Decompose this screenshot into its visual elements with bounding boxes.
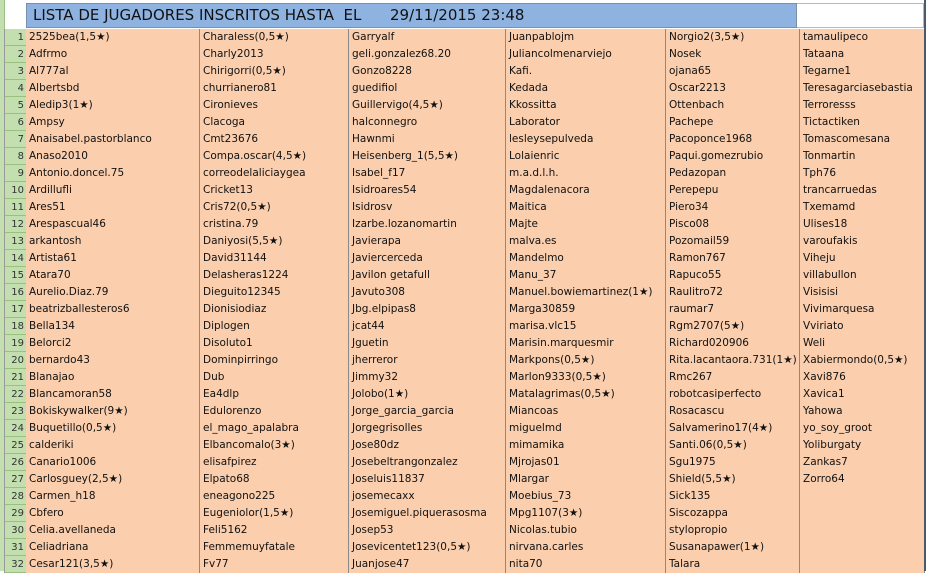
player-cell[interactable]: raumar7: [666, 301, 800, 318]
player-cell[interactable]: Pedazopan: [666, 165, 800, 182]
player-cell[interactable]: Nicolas.tubio: [506, 522, 666, 539]
player-cell[interactable]: Talara: [666, 556, 800, 573]
player-cell[interactable]: Dub: [200, 369, 349, 386]
player-cell[interactable]: Kafi.: [506, 63, 666, 80]
player-cell[interactable]: 2525bea(1,5★): [26, 29, 200, 46]
player-cell[interactable]: Marga30859: [506, 301, 666, 318]
player-cell[interactable]: Elbancomalo(3★): [200, 437, 349, 454]
player-cell[interactable]: Eugeniolor(1,5★): [200, 505, 349, 522]
table-row: [5, 148, 925, 165]
player-cell[interactable]: Carmen_h18: [26, 488, 200, 505]
player-cell[interactable]: Al777al: [26, 63, 200, 80]
player-cell[interactable]: josemecaxx: [349, 488, 506, 505]
player-cell[interactable]: Markpons(0,5★): [506, 352, 666, 369]
player-cell[interactable]: Tegarne1: [800, 63, 925, 80]
player-cell[interactable]: Marisin.marquesmir: [506, 335, 666, 352]
player-cell[interactable]: Weli: [800, 335, 925, 352]
player-cell[interactable]: Xavi876: [800, 369, 925, 386]
player-cell[interactable]: Jbg.elpipas8: [349, 301, 506, 318]
table-row: [5, 403, 925, 420]
player-cell[interactable]: Anaisabel.pastorblanco: [26, 131, 200, 148]
player-cell[interactable]: Pachepe: [666, 114, 800, 131]
player-cell[interactable]: Anaso2010: [26, 148, 200, 165]
player-cell[interactable]: Atara70: [26, 267, 200, 284]
player-cell[interactable]: Siscozappa: [666, 505, 800, 522]
player-cell[interactable]: Ottenbach: [666, 97, 800, 114]
player-cell[interactable]: Ulises18: [800, 216, 925, 233]
player-cell[interactable]: Matalagrimas(0,5★): [506, 386, 666, 403]
player-cell[interactable]: beatrizballesteros6: [26, 301, 200, 318]
player-cell[interactable]: trancarruedas: [800, 182, 925, 199]
player-cell[interactable]: Canario1006: [26, 454, 200, 471]
player-cell[interactable]: stylopropio: [666, 522, 800, 539]
row-number[interactable]: 29: [5, 505, 26, 522]
player-cell[interactable]: arkantosh: [26, 233, 200, 250]
row-number[interactable]: 2: [5, 46, 26, 63]
player-cell[interactable]: Raulitro72: [666, 284, 800, 301]
table-row: [5, 284, 925, 301]
player-cell[interactable]: Arespascual46: [26, 216, 200, 233]
player-cell[interactable]: Feli5162: [200, 522, 349, 539]
player-cell[interactable]: Antonio.doncel.75: [26, 165, 200, 182]
player-cell[interactable]: Nosek: [666, 46, 800, 63]
table-row: [5, 165, 925, 182]
player-cell[interactable]: calderiki: [26, 437, 200, 454]
player-cell[interactable]: Richard020906: [666, 335, 800, 352]
row-number[interactable]: 5: [5, 97, 26, 114]
player-cell[interactable]: [800, 505, 925, 522]
row-number[interactable]: 14: [5, 250, 26, 267]
player-cell[interactable]: Delasheras1224: [200, 267, 349, 284]
player-cell[interactable]: Heisenberg_1(5,5★): [349, 148, 506, 165]
player-cell[interactable]: Javilon getafull: [349, 267, 506, 284]
player-cell[interactable]: Adfrmo: [26, 46, 200, 63]
player-cell[interactable]: Jimmy32: [349, 369, 506, 386]
player-cell[interactable]: lesleysepulveda: [506, 131, 666, 148]
player-cell[interactable]: Tataana: [800, 46, 925, 63]
player-cell[interactable]: Cricket13: [200, 182, 349, 199]
row-number[interactable]: 9: [5, 165, 26, 182]
row-number[interactable]: 10: [5, 182, 26, 199]
row-number[interactable]: 4: [5, 80, 26, 97]
table-row: [5, 505, 925, 522]
player-cell[interactable]: Dieguito12345: [200, 284, 349, 301]
row-number[interactable]: 11: [5, 199, 26, 216]
player-cell[interactable]: Ares51: [26, 199, 200, 216]
player-cell[interactable]: marisa.vlc15: [506, 318, 666, 335]
player-cell[interactable]: Femmemuyfatale: [200, 539, 349, 556]
player-cell[interactable]: malva.es: [506, 233, 666, 250]
player-cell[interactable]: Juliancolmenarviejo: [506, 46, 666, 63]
player-cell[interactable]: Mjrojas01: [506, 454, 666, 471]
player-cell[interactable]: varoufakis: [800, 233, 925, 250]
table-row: [5, 233, 925, 250]
player-cell[interactable]: Piero34: [666, 199, 800, 216]
player-cell[interactable]: mimamika: [506, 437, 666, 454]
row-number[interactable]: 13: [5, 233, 26, 250]
player-cell[interactable]: Blancamoran58: [26, 386, 200, 403]
player-cell[interactable]: Mlargar: [506, 471, 666, 488]
player-cell[interactable]: Visisisi: [800, 284, 925, 301]
player-cell[interactable]: Tomascomesana: [800, 131, 925, 148]
player-cell[interactable]: Vivimarquesa: [800, 301, 925, 318]
player-cell[interactable]: Xavica1: [800, 386, 925, 403]
row-number[interactable]: 21: [5, 369, 26, 386]
player-cell[interactable]: Aurelio.Diaz.79: [26, 284, 200, 301]
player-cell[interactable]: Javiercerceda: [349, 250, 506, 267]
row-number[interactable]: 3: [5, 63, 26, 80]
table-row: [5, 386, 925, 403]
row-number[interactable]: 30: [5, 522, 26, 539]
row-number[interactable]: 18: [5, 318, 26, 335]
player-cell[interactable]: Rgm2707(5★): [666, 318, 800, 335]
player-cell[interactable]: Elpato68: [200, 471, 349, 488]
player-cell[interactable]: Manuel.bowiemartinez(1★): [506, 284, 666, 301]
row-number[interactable]: 19: [5, 335, 26, 352]
player-cell[interactable]: Pacoponce1968: [666, 131, 800, 148]
empty-header-cell[interactable]: [797, 3, 924, 28]
player-cell[interactable]: nirvana.carles: [506, 539, 666, 556]
table-row: [5, 318, 925, 335]
row-number[interactable]: 15: [5, 267, 26, 284]
player-cell[interactable]: Paqui.gomezrubio: [666, 148, 800, 165]
player-cell[interactable]: Dionisiodiaz: [200, 301, 349, 318]
table-row: [5, 539, 925, 556]
player-cell[interactable]: Josemiguel.piquerasosma: [349, 505, 506, 522]
player-cell[interactable]: Xabiermondo(0,5★): [800, 352, 925, 369]
player-cell[interactable]: Artista61: [26, 250, 200, 267]
player-cell[interactable]: Isidroares54: [349, 182, 506, 199]
player-cell[interactable]: Miancoas: [506, 403, 666, 420]
player-cell[interactable]: Albertsbd: [26, 80, 200, 97]
player-cell[interactable]: Javierapa: [349, 233, 506, 250]
player-cell[interactable]: Juanpablojm: [506, 29, 666, 46]
row-number[interactable]: 20: [5, 352, 26, 369]
player-cell[interactable]: Vviriato: [800, 318, 925, 335]
row-number[interactable]: 23: [5, 403, 26, 420]
player-cell[interactable]: Cesar121(3,5★): [26, 556, 200, 573]
player-cell[interactable]: Kedada: [506, 80, 666, 97]
player-cell[interactable]: Cmt23676: [200, 131, 349, 148]
player-cell[interactable]: Aledip3(1★): [26, 97, 200, 114]
row-number[interactable]: 17: [5, 301, 26, 318]
row-number[interactable]: 31: [5, 539, 26, 556]
player-cell[interactable]: Fv77: [200, 556, 349, 573]
row-number[interactable]: 26: [5, 454, 26, 471]
player-cell[interactable]: eneagono225: [200, 488, 349, 505]
row-number[interactable]: 8: [5, 148, 26, 165]
player-cell[interactable]: Isidrosv: [349, 199, 506, 216]
table-row: [5, 114, 925, 131]
row-number[interactable]: 1: [5, 29, 26, 46]
table-row: [5, 80, 925, 97]
player-cell[interactable]: Jguetin: [349, 335, 506, 352]
row-number[interactable]: 16: [5, 284, 26, 301]
player-cell[interactable]: Salvamerino17(4★): [666, 420, 800, 437]
player-cell[interactable]: Celiadriana: [26, 539, 200, 556]
player-cell[interactable]: [800, 488, 925, 505]
player-cell[interactable]: Lolaienric: [506, 148, 666, 165]
player-cell[interactable]: Chirigorri(0,5★): [200, 63, 349, 80]
player-cell[interactable]: geli.gonzalez68.20: [349, 46, 506, 63]
player-cell[interactable]: Garryalf: [349, 29, 506, 46]
player-cell[interactable]: Cbfero: [26, 505, 200, 522]
player-cell[interactable]: Pozomail59: [666, 233, 800, 250]
player-cell[interactable]: Rapuco55: [666, 267, 800, 284]
table-row: [5, 454, 925, 471]
player-cell[interactable]: churrianero81: [200, 80, 349, 97]
table-row: [5, 199, 925, 216]
player-cell[interactable]: Belorci2: [26, 335, 200, 352]
table-row: [5, 556, 925, 573]
player-cell[interactable]: tamaulipeco: [800, 29, 925, 46]
player-cell[interactable]: Juanjose47: [349, 556, 506, 573]
player-cell[interactable]: Txemamd: [800, 199, 925, 216]
row-number[interactable]: 32: [5, 556, 26, 573]
player-cell[interactable]: Perepepu: [666, 182, 800, 199]
player-cell[interactable]: Josep53: [349, 522, 506, 539]
player-cell[interactable]: Tictactiken: [800, 114, 925, 131]
player-cell[interactable]: [800, 556, 925, 573]
player-cell[interactable]: Laborator: [506, 114, 666, 131]
player-cell[interactable]: Ampsy: [26, 114, 200, 131]
player-cell[interactable]: Guillervigo(4,5★): [349, 97, 506, 114]
player-cell[interactable]: Compa.oscar(4,5★): [200, 148, 349, 165]
player-cell[interactable]: Zorro64: [800, 471, 925, 488]
player-cell[interactable]: villabullon: [800, 267, 925, 284]
player-cell[interactable]: halconnegro: [349, 114, 506, 131]
player-grid: [4, 29, 925, 573]
player-cell[interactable]: Marlon9333(0,5★): [506, 369, 666, 386]
player-cell[interactable]: Bella134: [26, 318, 200, 335]
player-cell[interactable]: bernardo43: [26, 352, 200, 369]
table-row: [5, 97, 925, 114]
player-cell[interactable]: m.a.d.l.h.: [506, 165, 666, 182]
table-row: [5, 29, 925, 46]
table-row: [5, 131, 925, 148]
player-cell[interactable]: Cris72(0,5★): [200, 199, 349, 216]
player-cell[interactable]: Jose80dz: [349, 437, 506, 454]
table-row: [5, 420, 925, 437]
player-cell[interactable]: Manu_37: [506, 267, 666, 284]
player-cell[interactable]: Disoluto1: [200, 335, 349, 352]
player-cell[interactable]: Majte: [506, 216, 666, 233]
player-cell[interactable]: Norgio2(3,5★): [666, 29, 800, 46]
table-row: [5, 522, 925, 539]
player-cell[interactable]: Tonmartin: [800, 148, 925, 165]
table-row: [5, 46, 925, 63]
player-cell[interactable]: jcat44: [349, 318, 506, 335]
player-cell[interactable]: el_mago_apalabra: [200, 420, 349, 437]
player-cell[interactable]: Sgu1975: [666, 454, 800, 471]
player-cell[interactable]: Tph76: [800, 165, 925, 182]
player-cell[interactable]: Jorge_garcia_garcia: [349, 403, 506, 420]
player-cell[interactable]: Josebeltrangonzalez: [349, 454, 506, 471]
player-cell[interactable]: Zankas7: [800, 454, 925, 471]
table-row: [5, 301, 925, 318]
player-cell[interactable]: Yoliburgaty: [800, 437, 925, 454]
table-row: [5, 182, 925, 199]
player-cell[interactable]: Sick135: [666, 488, 800, 505]
player-cell[interactable]: Clacoga: [200, 114, 349, 131]
player-cell[interactable]: cristina.79: [200, 216, 349, 233]
player-cell[interactable]: elisafpirez: [200, 454, 349, 471]
table-row: [5, 335, 925, 352]
row-number[interactable]: 22: [5, 386, 26, 403]
player-cell[interactable]: Buquetillo(0,5★): [26, 420, 200, 437]
row-number[interactable]: 25: [5, 437, 26, 454]
player-cell[interactable]: ojana65: [666, 63, 800, 80]
player-cell[interactable]: Bokiskywalker(9★): [26, 403, 200, 420]
table-row: [5, 267, 925, 284]
player-cell[interactable]: Maitica: [506, 199, 666, 216]
player-cell[interactable]: Carlosguey(2,5★): [26, 471, 200, 488]
row-number[interactable]: 28: [5, 488, 26, 505]
player-cell[interactable]: Ea4dlp: [200, 386, 349, 403]
player-cell[interactable]: Edulorenzo: [200, 403, 349, 420]
player-cell[interactable]: Dominpirringo: [200, 352, 349, 369]
player-cell[interactable]: Mpg1107(3★): [506, 505, 666, 522]
row-number[interactable]: 24: [5, 420, 26, 437]
player-cell[interactable]: miguelmd: [506, 420, 666, 437]
player-cell[interactable]: Jorgegrisolles: [349, 420, 506, 437]
player-cell[interactable]: guedifiol: [349, 80, 506, 97]
table-row: [5, 488, 925, 505]
player-cell[interactable]: Ramon767: [666, 250, 800, 267]
table-row: [5, 250, 925, 267]
player-cell[interactable]: Santi.06(0,5★): [666, 437, 800, 454]
player-cell[interactable]: [800, 522, 925, 539]
player-cell[interactable]: Viheju: [800, 250, 925, 267]
player-cell[interactable]: Pisco08: [666, 216, 800, 233]
player-cell[interactable]: Mandelmo: [506, 250, 666, 267]
player-cell[interactable]: Josevicentet123(0,5★): [349, 539, 506, 556]
player-cell[interactable]: Kkossitta: [506, 97, 666, 114]
title-cell[interactable]: LISTA DE JUGADORES INSCRITOS HASTA EL 29/11/2015 23:48: [26, 3, 797, 28]
player-cell[interactable]: correodelaliciaygea: [200, 165, 349, 182]
player-cell[interactable]: Gonzo8228: [349, 63, 506, 80]
player-cell[interactable]: Jolobo(1★): [349, 386, 506, 403]
player-cell[interactable]: jherreror: [349, 352, 506, 369]
player-cell[interactable]: Daniyosi(5,5★): [200, 233, 349, 250]
player-cell[interactable]: Charaless(0,5★): [200, 29, 349, 46]
row-number[interactable]: 27: [5, 471, 26, 488]
player-cell[interactable]: Javuto308: [349, 284, 506, 301]
player-cell[interactable]: Moebius_73: [506, 488, 666, 505]
player-cell[interactable]: Blanajao: [26, 369, 200, 386]
player-cell[interactable]: Izarbe.lozanomartin: [349, 216, 506, 233]
row-number[interactable]: 7: [5, 131, 26, 148]
player-cell[interactable]: Oscar2213: [666, 80, 800, 97]
table-row: [5, 369, 925, 386]
player-cell[interactable]: Rmc267: [666, 369, 800, 386]
player-cell[interactable]: Magdalenacora: [506, 182, 666, 199]
player-cell[interactable]: Charly2013: [200, 46, 349, 63]
player-cell[interactable]: Diplogen: [200, 318, 349, 335]
player-cell[interactable]: Rita.lacantaora.731(1★): [666, 352, 800, 369]
player-cell[interactable]: Susanapawer(1★): [666, 539, 800, 556]
player-cell[interactable]: Yahowa: [800, 403, 925, 420]
player-cell[interactable]: Celia.avellaneda: [26, 522, 200, 539]
title-row: [26, 3, 924, 28]
table-row: [5, 352, 925, 369]
table-row: [5, 216, 925, 233]
player-cell[interactable]: Ardillufli: [26, 182, 200, 199]
player-cell[interactable]: Joseluis11837: [349, 471, 506, 488]
player-cell[interactable]: Isabel_f17: [349, 165, 506, 182]
row-number[interactable]: 12: [5, 216, 26, 233]
table-row: [5, 437, 925, 454]
player-cell[interactable]: nita70: [506, 556, 666, 573]
player-cell[interactable]: Terroresss: [800, 97, 925, 114]
player-cell[interactable]: Hawnmi: [349, 131, 506, 148]
table-row: [5, 471, 925, 488]
player-cell[interactable]: Cironieves: [200, 97, 349, 114]
player-cell[interactable]: Shield(5,5★): [666, 471, 800, 488]
row-number[interactable]: 6: [5, 114, 26, 131]
player-cell[interactable]: Teresagarciasebastia: [800, 80, 925, 97]
player-cell[interactable]: yo_soy_groot: [800, 420, 925, 437]
player-cell[interactable]: David31144: [200, 250, 349, 267]
table-row: [5, 63, 925, 80]
player-cell[interactable]: Rosacascu: [666, 403, 800, 420]
player-cell[interactable]: [800, 539, 925, 556]
player-cell[interactable]: robotcasiperfecto: [666, 386, 800, 403]
